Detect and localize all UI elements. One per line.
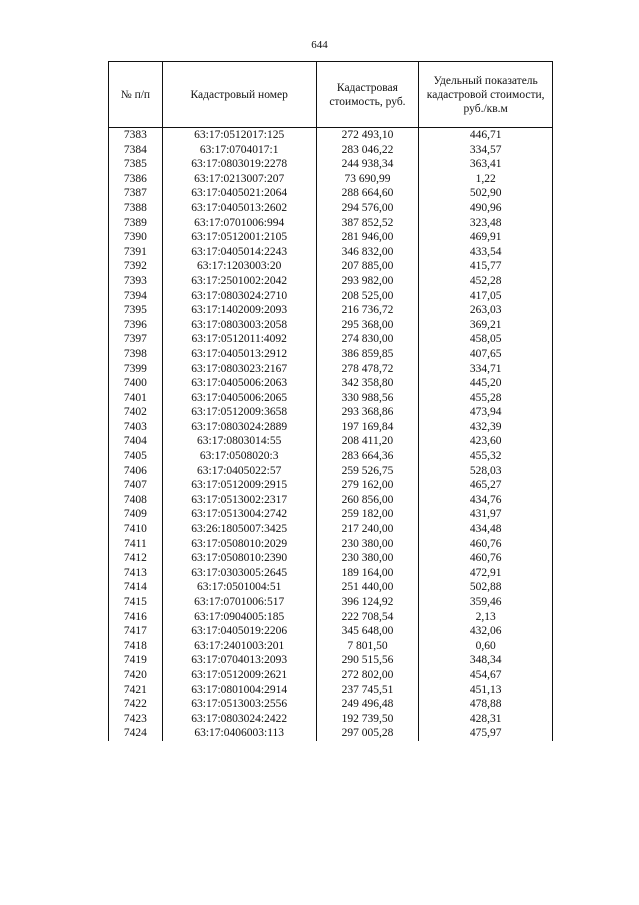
cell-specific-value: 2,13: [419, 610, 553, 625]
cell-num: 7388: [109, 201, 163, 216]
cell-cadastral-number: 63:17:0512011:4092: [162, 332, 316, 347]
cell-cadastral-number: 63:17:0904005:185: [162, 610, 316, 625]
table-row: [109, 434, 553, 449]
cell-cadastral-number: 63:17:0213007:207: [162, 172, 316, 187]
cell-specific-value: 465,27: [419, 478, 553, 493]
table-row: [109, 668, 553, 683]
cell-cadastral-value: 197 169,84: [316, 420, 419, 435]
cell-specific-value: 460,76: [419, 537, 553, 552]
table-row: [109, 449, 553, 464]
cell-num: 7406: [109, 464, 163, 479]
cell-num: 7391: [109, 245, 163, 260]
table-row: [109, 478, 553, 493]
table-row: [109, 420, 553, 435]
cell-cadastral-value: 208 411,20: [316, 434, 419, 449]
cell-cadastral-number: 63:17:0512001:2105: [162, 230, 316, 245]
cell-cadastral-number: 63:17:2401003:201: [162, 639, 316, 654]
cell-cadastral-value: 387 852,52: [316, 216, 419, 231]
cell-cadastral-value: 279 162,00: [316, 478, 419, 493]
cell-cadastral-value: 274 830,00: [316, 332, 419, 347]
cell-specific-value: 460,76: [419, 551, 553, 566]
cell-num: 7408: [109, 493, 163, 508]
cell-num: 7404: [109, 434, 163, 449]
cell-cadastral-value: 217 240,00: [316, 522, 419, 537]
cell-num: 7420: [109, 668, 163, 683]
cell-cadastral-number: 63:17:0405014:2243: [162, 245, 316, 260]
cell-num: 7398: [109, 347, 163, 362]
cell-num: 7415: [109, 595, 163, 610]
cell-cadastral-value: 293 982,00: [316, 274, 419, 289]
header-specific-value: Удельный показатель кадастровой стоимости, руб./кв.м: [419, 62, 553, 128]
table-row: [109, 128, 553, 143]
cell-cadastral-value: 396 124,92: [316, 595, 419, 610]
cell-cadastral-number: 63:17:0406003:113: [162, 726, 316, 741]
cell-cadastral-number: 63:17:0513004:2742: [162, 507, 316, 522]
table-row: [109, 551, 553, 566]
cell-specific-value: 0,60: [419, 639, 553, 654]
cell-specific-value: 458,05: [419, 332, 553, 347]
cell-cadastral-number: 63:17:0405019:2206: [162, 624, 316, 639]
cell-cadastral-number: 63:17:0704013:2093: [162, 653, 316, 668]
cell-specific-value: 348,34: [419, 653, 553, 668]
table-row: [109, 376, 553, 391]
cell-num: 7392: [109, 259, 163, 274]
cell-cadastral-value: 244 938,34: [316, 157, 419, 172]
cell-num: 7417: [109, 624, 163, 639]
cell-specific-value: 490,96: [419, 201, 553, 216]
header-cadastral-number: Кадастровый номер: [162, 62, 316, 128]
cell-specific-value: 469,91: [419, 230, 553, 245]
cell-num: 7414: [109, 580, 163, 595]
cell-specific-value: 451,13: [419, 683, 553, 698]
cell-num: 7393: [109, 274, 163, 289]
cell-cadastral-value: 216 736,72: [316, 303, 419, 318]
cell-cadastral-value: 237 745,51: [316, 683, 419, 698]
table-row: [109, 362, 553, 377]
cell-specific-value: 452,28: [419, 274, 553, 289]
cell-cadastral-value: 222 708,54: [316, 610, 419, 625]
cell-cadastral-number: 63:17:0512017:125: [162, 128, 316, 143]
cell-cadastral-number: 63:17:0508010:2390: [162, 551, 316, 566]
cell-specific-value: 369,21: [419, 318, 553, 333]
cell-num: 7402: [109, 405, 163, 420]
cell-cadastral-number: 63:17:0512009:2621: [162, 668, 316, 683]
cell-num: 7397: [109, 332, 163, 347]
table-row: [109, 259, 553, 274]
cell-num: 7421: [109, 683, 163, 698]
cell-num: 7383: [109, 128, 163, 143]
cell-cadastral-number: 63:17:0513003:2556: [162, 697, 316, 712]
cell-cadastral-value: 73 690,99: [316, 172, 419, 187]
cell-specific-value: 407,65: [419, 347, 553, 362]
cell-specific-value: 433,54: [419, 245, 553, 260]
cell-cadastral-value: 283 664,36: [316, 449, 419, 464]
cell-cadastral-number: 63:17:0405006:2065: [162, 391, 316, 406]
cell-cadastral-value: 207 885,00: [316, 259, 419, 274]
table-row: [109, 683, 553, 698]
cell-num: 7389: [109, 216, 163, 231]
cell-num: 7409: [109, 507, 163, 522]
table-row: [109, 493, 553, 508]
cell-cadastral-number: 63:17:0405021:2064: [162, 186, 316, 201]
table-row: [109, 157, 553, 172]
cell-cadastral-value: 189 164,00: [316, 566, 419, 581]
cell-cadastral-value: 278 478,72: [316, 362, 419, 377]
cell-num: 7399: [109, 362, 163, 377]
cell-cadastral-value: 7 801,50: [316, 639, 419, 654]
cell-cadastral-number: 63:17:0405013:2602: [162, 201, 316, 216]
cell-specific-value: 432,06: [419, 624, 553, 639]
cadastral-table: [108, 61, 553, 741]
cell-cadastral-value: 295 368,00: [316, 318, 419, 333]
cell-cadastral-number: 63:17:1203003:20: [162, 259, 316, 274]
cell-cadastral-value: 294 576,00: [316, 201, 419, 216]
cell-specific-value: 528,03: [419, 464, 553, 479]
cell-cadastral-value: 281 946,00: [316, 230, 419, 245]
cell-num: 7407: [109, 478, 163, 493]
cell-num: 7410: [109, 522, 163, 537]
cell-specific-value: 478,88: [419, 697, 553, 712]
cell-cadastral-number: 63:17:0803014:55: [162, 434, 316, 449]
cell-specific-value: 475,97: [419, 726, 553, 741]
cell-specific-value: 359,46: [419, 595, 553, 610]
cell-num: 7418: [109, 639, 163, 654]
cell-cadastral-number: 63:17:0512009:3658: [162, 405, 316, 420]
cell-cadastral-number: 63:17:0803024:2422: [162, 712, 316, 727]
header-num: № п/п: [109, 62, 163, 128]
cell-num: 7424: [109, 726, 163, 741]
cell-cadastral-number: 63:17:0508010:2029: [162, 537, 316, 552]
table-row: [109, 595, 553, 610]
table-row: [109, 143, 553, 158]
table-row: [109, 172, 553, 187]
cell-specific-value: 431,97: [419, 507, 553, 522]
cell-cadastral-value: 259 526,75: [316, 464, 419, 479]
cell-specific-value: 323,48: [419, 216, 553, 231]
cell-specific-value: 263,03: [419, 303, 553, 318]
cell-cadastral-number: 63:17:0701006:994: [162, 216, 316, 231]
cell-specific-value: 454,67: [419, 668, 553, 683]
table-row: [109, 347, 553, 362]
cell-specific-value: 1,22: [419, 172, 553, 187]
cell-num: 7384: [109, 143, 163, 158]
table-row: [109, 216, 553, 231]
table-row: [109, 610, 553, 625]
cell-cadastral-number: 63:17:0512009:2915: [162, 478, 316, 493]
table-row: [109, 537, 553, 552]
page-number: 644: [311, 39, 328, 51]
cell-num: 7403: [109, 420, 163, 435]
cell-num: 7405: [109, 449, 163, 464]
cell-cadastral-number: 63:17:0405006:2063: [162, 376, 316, 391]
cell-cadastral-number: 63:17:0513002:2317: [162, 493, 316, 508]
cell-num: 7401: [109, 391, 163, 406]
cell-cadastral-number: 63:17:0803023:2167: [162, 362, 316, 377]
cell-cadastral-value: 251 440,00: [316, 580, 419, 595]
cell-num: 7386: [109, 172, 163, 187]
cell-cadastral-number: 63:17:0508020:3: [162, 449, 316, 464]
table-row: [109, 580, 553, 595]
table-row: [109, 332, 553, 347]
cell-specific-value: 473,94: [419, 405, 553, 420]
cell-cadastral-number: 63:17:0803024:2710: [162, 289, 316, 304]
cell-cadastral-number: 63:17:0405013:2912: [162, 347, 316, 362]
cell-specific-value: 334,71: [419, 362, 553, 377]
cell-cadastral-number: 63:17:0704017:1: [162, 143, 316, 158]
cell-num: 7412: [109, 551, 163, 566]
table-row: [109, 464, 553, 479]
table-row: [109, 245, 553, 260]
table-row: [109, 726, 553, 741]
table-row: [109, 653, 553, 668]
table-row: [109, 318, 553, 333]
cell-cadastral-number: 63:17:0803003:2058: [162, 318, 316, 333]
cell-specific-value: 417,05: [419, 289, 553, 304]
cell-cadastral-value: 259 182,00: [316, 507, 419, 522]
cell-cadastral-value: 230 380,00: [316, 537, 419, 552]
table-row: [109, 566, 553, 581]
cell-specific-value: 502,90: [419, 186, 553, 201]
cell-num: 7385: [109, 157, 163, 172]
cell-specific-value: 446,71: [419, 128, 553, 143]
cell-cadastral-number: 63:26:1805007:3425: [162, 522, 316, 537]
cell-cadastral-value: 230 380,00: [316, 551, 419, 566]
cell-num: 7395: [109, 303, 163, 318]
cell-cadastral-value: 345 648,00: [316, 624, 419, 639]
table-row: [109, 624, 553, 639]
cell-cadastral-number: 63:17:0803019:2278: [162, 157, 316, 172]
table-row: [109, 201, 553, 216]
cell-num: 7423: [109, 712, 163, 727]
cell-cadastral-value: 293 368,86: [316, 405, 419, 420]
cell-cadastral-number: 63:17:0701006:517: [162, 595, 316, 610]
cell-cadastral-value: 288 664,60: [316, 186, 419, 201]
table-row: [109, 289, 553, 304]
cell-cadastral-value: 272 802,00: [316, 668, 419, 683]
cell-num: 7387: [109, 186, 163, 201]
cell-cadastral-value: 346 832,00: [316, 245, 419, 260]
cell-cadastral-value: 342 358,80: [316, 376, 419, 391]
cell-specific-value: 472,91: [419, 566, 553, 581]
cell-num: 7396: [109, 318, 163, 333]
cell-cadastral-number: 63:17:0501004:51: [162, 580, 316, 595]
cell-specific-value: 502,88: [419, 580, 553, 595]
cell-specific-value: 434,48: [419, 522, 553, 537]
table-row: [109, 303, 553, 318]
cell-cadastral-number: 63:17:0303005:2645: [162, 566, 316, 581]
cell-specific-value: 434,76: [419, 493, 553, 508]
table-row: [109, 274, 553, 289]
header-cadastral-value: Кадастровая стоимость, руб.: [316, 62, 419, 128]
table-row: [109, 405, 553, 420]
cell-specific-value: 334,57: [419, 143, 553, 158]
cell-num: 7390: [109, 230, 163, 245]
cell-specific-value: 423,60: [419, 434, 553, 449]
cell-specific-value: 445,20: [419, 376, 553, 391]
cell-cadastral-value: 290 515,56: [316, 653, 419, 668]
cell-specific-value: 428,31: [419, 712, 553, 727]
cell-num: 7416: [109, 610, 163, 625]
cell-cadastral-number: 63:17:0803024:2889: [162, 420, 316, 435]
cell-cadastral-number: 63:17:0801004:2914: [162, 683, 316, 698]
cell-cadastral-number: 63:17:2501002:2042: [162, 274, 316, 289]
cell-specific-value: 415,77: [419, 259, 553, 274]
cell-cadastral-value: 249 496,48: [316, 697, 419, 712]
cell-num: 7419: [109, 653, 163, 668]
cell-num: 7422: [109, 697, 163, 712]
table-row: [109, 391, 553, 406]
table-header: [109, 62, 553, 128]
table-row: [109, 697, 553, 712]
cell-cadastral-number: 63:17:0405022:57: [162, 464, 316, 479]
cell-specific-value: 455,32: [419, 449, 553, 464]
cell-cadastral-value: 330 988,56: [316, 391, 419, 406]
cell-specific-value: 363,41: [419, 157, 553, 172]
cell-cadastral-value: 297 005,28: [316, 726, 419, 741]
cell-num: 7400: [109, 376, 163, 391]
table-row: [109, 507, 553, 522]
table-row: [109, 186, 553, 201]
cell-num: 7413: [109, 566, 163, 581]
table-row: [109, 639, 553, 654]
cell-cadastral-value: 192 739,50: [316, 712, 419, 727]
cell-specific-value: 432,39: [419, 420, 553, 435]
table-row: [109, 712, 553, 727]
cell-cadastral-value: 260 856,00: [316, 493, 419, 508]
cell-cadastral-number: 63:17:1402009:2093: [162, 303, 316, 318]
cell-cadastral-value: 208 525,00: [316, 289, 419, 304]
cell-cadastral-value: 283 046,22: [316, 143, 419, 158]
table-row: [109, 230, 553, 245]
cell-specific-value: 455,28: [419, 391, 553, 406]
cell-cadastral-value: 386 859,85: [316, 347, 419, 362]
cell-num: 7394: [109, 289, 163, 304]
table-body: [109, 128, 553, 741]
table-row: [109, 522, 553, 537]
cell-num: 7411: [109, 537, 163, 552]
cell-cadastral-value: 272 493,10: [316, 128, 419, 143]
